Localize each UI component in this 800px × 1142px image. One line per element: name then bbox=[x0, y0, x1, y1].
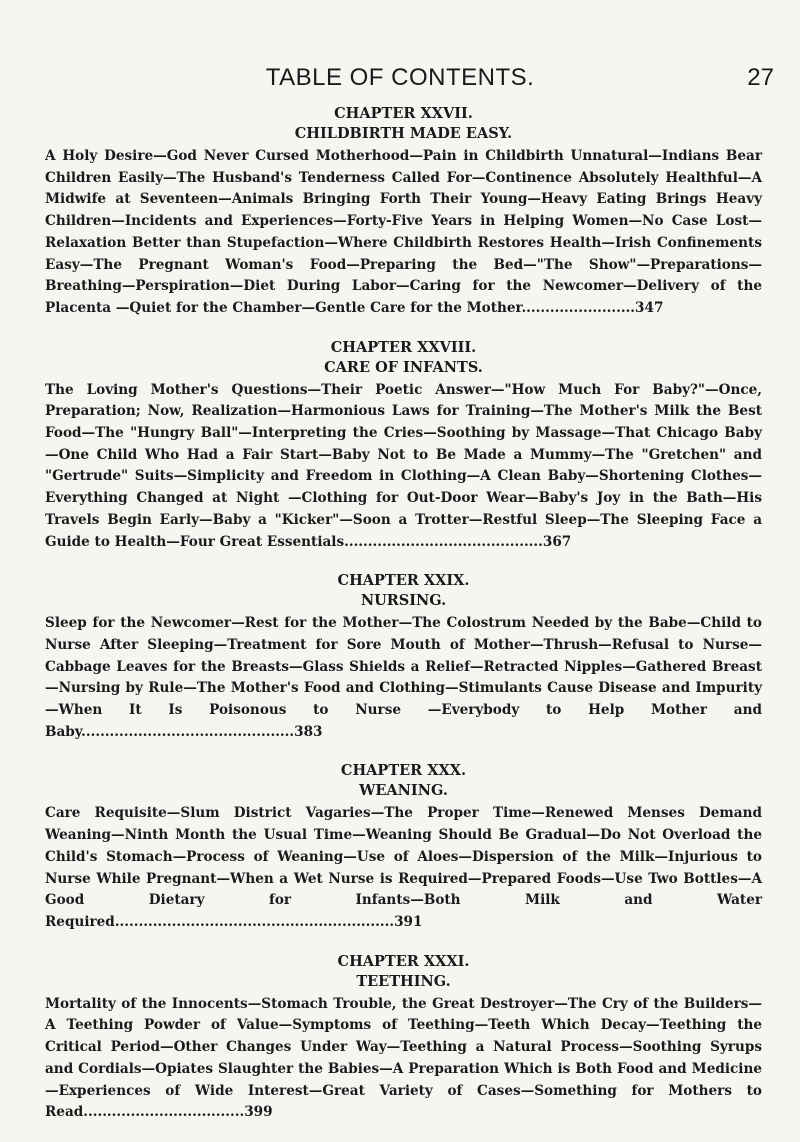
running-title: TABLE OF CONTENTS. bbox=[265, 64, 535, 91]
chapter-title: CHAPTER XXVII. bbox=[334, 105, 473, 122]
chapter-entry bbox=[45, 761, 762, 933]
chapter-entry bbox=[45, 952, 762, 1124]
dot-leader: ........................ bbox=[521, 299, 636, 316]
chapter-summary bbox=[45, 613, 762, 743]
chapter-topics: Mortality of the Innocents—Stomach Trouble, the Great Destroyer—The Cry of the Builders—A Teething Powder of Value—Symptoms of Teething—Teeth Which Decay—Teething the Critical Period—Other Changes Under Way—Teething a Natural Process—Soothing Syrups and Cordials—Opiates Slaughter the Babies—A Preparation Which is Both Food and Medicine—Experiences of Wide Interest—Great Variety of Cases—Something for Mothers to Read bbox=[45, 995, 762, 1121]
chapter-topics: Sleep for the Newcomer—Rest for the Mother—The Colostrum Needed by the Babe—Child to Nurse After Sleeping—Treatment for Sore Mouth of Mother—Thrush—Refusal to Nurse—Cabbage Leaves for the Breasts—Glass Shields a Relief—Retracted Nipples—Gathered Breast—Nursing by Rule—The Mother's Food and Clothing—Stimulants Cause Disease and Impurity—When It Is Poisonous to Nurse —Everybody to Help Mother and Baby bbox=[45, 615, 762, 740]
chapter-summary bbox=[45, 380, 762, 554]
chapter-summary bbox=[45, 146, 762, 320]
dot-leader: .......................................... bbox=[344, 533, 543, 550]
dot-leader: ........................................................... bbox=[114, 913, 395, 930]
chapter-entry bbox=[45, 338, 762, 554]
chapter-page: 367 bbox=[542, 533, 572, 550]
chapter-page: 399 bbox=[244, 1104, 273, 1121]
chapter-title: CHAPTER XXVIII. bbox=[330, 338, 477, 356]
chapter-summary bbox=[45, 803, 762, 933]
chapter-subtitle: WEANING. bbox=[359, 782, 448, 800]
chapter-topics: A Holy Desire—God Never Cursed Motherhood—Pain in Childbirth Unnatural—Indians Bear Children Easily—The Husband's Tenderness Called For—Continence Absolutely Healthful—A Midwife at Seventeen—Animals Bringing Forth Their Young—Heavy Eating Brings Heavy Children—Incidents and Experiences—Forty-Five Years in Helping Women—No Case Lost—Relaxation Better than Stupefaction—Where Childbirth Restores Health—Irish Confinements Easy—The Pregnant Woman's Food—Preparing the Bed—"The Show"—Preparations—Breathing—Perspiration—Diet During Labor—Caring for the Newcomer—Delivery of the Placenta —Quiet for the Chamber—Gentle Care for the Mother bbox=[45, 148, 762, 316]
chapter-topics: The Loving Mother's Questions—Their Poetic Answer—"How Much For Baby?"—Once, Preparation; Now, Realization—Harmonious Laws for Training—The Mother's Milk the Best Food—The "Hungry Ball"—Interpreting the Cries—Soothing by Massage—That Chicago Baby—One Child Who Had a Fair Start—Baby Not to Be Made a Mummy—The "Gretchen" and "Gertrude" Suits—Simplicity and Freedom in Clothing—A Clean Baby—Shortening Clothes—Everything Changed at Night —Clothing for Out-Door Wear—Baby's Joy in the Bath—His Travels Begin Early—Baby a "Kicker"—Soon a Trotter—Restful Sleep—The Sleeping Face a Guide to Health—Four Great Essentials bbox=[45, 381, 762, 550]
chapter-subtitle: TEETHING. bbox=[356, 972, 451, 990]
page-number: 27 bbox=[747, 64, 774, 91]
chapter-title: CHAPTER XXXI. bbox=[337, 952, 470, 970]
dot-leader: .................................. bbox=[83, 1104, 245, 1121]
chapter-page: 347 bbox=[635, 299, 664, 316]
chapter-page: 383 bbox=[294, 723, 323, 740]
chapter-entry bbox=[45, 104, 762, 320]
chapter-subtitle: CARE OF INFANTS. bbox=[324, 358, 483, 376]
running-head bbox=[0, 64, 800, 96]
chapter-title: CHAPTER XXX. bbox=[340, 762, 467, 780]
chapter-title: CHAPTER XXIX. bbox=[337, 572, 470, 590]
dot-leader: ............................................. bbox=[81, 723, 295, 740]
chapter-subtitle: CHILDBIRTH MADE EASY. bbox=[294, 125, 513, 142]
contents-list bbox=[45, 104, 762, 1142]
chapter-summary bbox=[45, 994, 762, 1124]
chapter-topics: Care Requisite—Slum District Vagaries—The Proper Time—Renewed Menses Demand Weaning—Ninth Month the Usual Time—Weaning Should Be Gradual—Do Not Overload the Child's Stomach—Process of Weaning—Use of Aloes—Dispersion of the Milk—Injurious to Nurse While Pregnant—When a Wet Nurse is Required—Prepared Foods—Use Two Bottles—A Good Dietary for Infants—Both Milk and Water Required bbox=[45, 805, 762, 930]
chapter-entry bbox=[45, 571, 762, 743]
chapter-page: 391 bbox=[394, 913, 423, 930]
chapter-subtitle: NURSING. bbox=[360, 592, 447, 610]
